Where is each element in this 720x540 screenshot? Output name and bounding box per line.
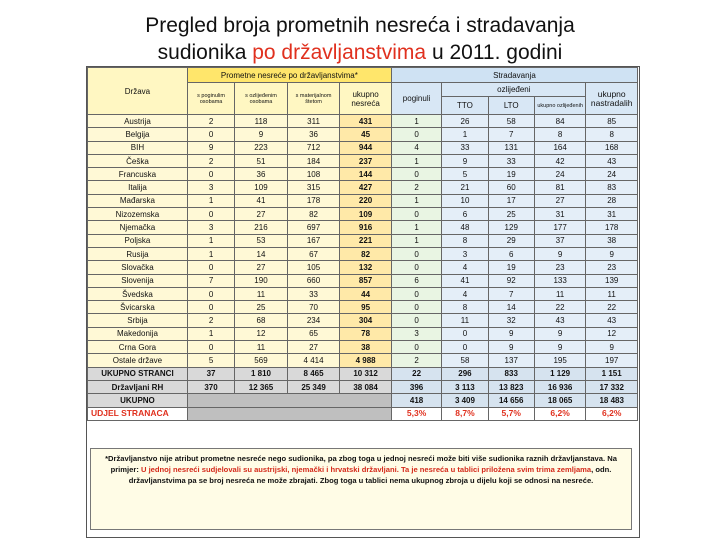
value-cell: 44 [340, 287, 392, 300]
value-cell: 6 [488, 247, 534, 260]
udio-value-cell: 5,7% [488, 407, 534, 420]
value-cell: 45 [340, 128, 392, 141]
value-cell: 60 [488, 181, 534, 194]
value-cell: 51 [235, 154, 288, 167]
value-cell: 22 [534, 301, 586, 314]
total-value-cell: 833 [488, 367, 534, 380]
value-cell: 177 [534, 221, 586, 234]
value-cell: 144 [340, 168, 392, 181]
total-value-cell: 3 409 [442, 394, 488, 407]
value-cell: 315 [287, 181, 340, 194]
value-cell: 31 [586, 208, 638, 221]
value-cell: 23 [586, 261, 638, 274]
value-cell: 1 [391, 234, 441, 247]
value-cell: 82 [340, 247, 392, 260]
total-value-cell: 10 312 [340, 367, 392, 380]
total-value-cell: 37 [187, 367, 234, 380]
value-cell: 36 [287, 128, 340, 141]
value-cell: 37 [534, 234, 586, 247]
value-cell: 22 [586, 301, 638, 314]
value-cell: 164 [534, 141, 586, 154]
value-cell: 3 [187, 221, 234, 234]
header-materijalnom-stetom: s materijalnom štetom [287, 83, 340, 115]
value-cell: 9 [488, 327, 534, 340]
value-cell: 178 [586, 221, 638, 234]
value-cell: 48 [442, 221, 488, 234]
value-cell: 660 [287, 274, 340, 287]
value-cell: 137 [488, 354, 534, 367]
total-value-cell: 14 656 [488, 394, 534, 407]
value-cell: 36 [235, 168, 288, 181]
country-cell: Švedska [88, 287, 188, 300]
table-row [88, 247, 638, 260]
value-cell: 8 [442, 301, 488, 314]
country-cell: Rusija [88, 247, 188, 260]
value-cell: 3 [187, 181, 234, 194]
value-cell: 132 [340, 261, 392, 274]
value-cell: 9 [534, 341, 586, 354]
footnote-example: U jednoj nesreći sudjelovali su austrijski, njemački i hrvatski državljani. Ta je nesreća u tablici priložena svim trima zemljama [140, 465, 592, 474]
value-cell: 43 [534, 314, 586, 327]
table-row [88, 194, 638, 207]
value-cell: 11 [534, 287, 586, 300]
total-row-ukupno [88, 394, 638, 407]
table-row [88, 287, 638, 300]
value-cell: 304 [340, 314, 392, 327]
value-cell: 78 [340, 327, 392, 340]
value-cell: 12 [586, 327, 638, 340]
total-value-cell: 1 810 [235, 367, 288, 380]
value-cell: 9 [488, 341, 534, 354]
value-cell: 197 [586, 354, 638, 367]
udio-value-cell: 6,2% [534, 407, 586, 420]
value-cell: 7 [488, 128, 534, 141]
country-cell: Crna Gora [88, 341, 188, 354]
value-cell: 129 [488, 221, 534, 234]
value-cell: 109 [235, 181, 288, 194]
value-cell: 168 [586, 141, 638, 154]
value-cell: 0 [442, 327, 488, 340]
value-cell: 105 [287, 261, 340, 274]
value-cell: 237 [340, 154, 392, 167]
empty-gray-cell [187, 394, 391, 407]
table-row [88, 274, 638, 287]
value-cell: 11 [235, 287, 288, 300]
value-cell: 83 [586, 181, 638, 194]
value-cell: 133 [534, 274, 586, 287]
footnote [90, 448, 632, 530]
value-cell: 195 [534, 354, 586, 367]
table-row [88, 221, 638, 234]
value-cell: 7 [187, 274, 234, 287]
table-row [88, 314, 638, 327]
header-drzava: Država [88, 68, 188, 115]
value-cell: 58 [488, 115, 534, 128]
value-cell: 0 [187, 341, 234, 354]
value-cell: 14 [488, 301, 534, 314]
value-cell: 0 [391, 128, 441, 141]
value-cell: 431 [340, 115, 392, 128]
header-ozlijedeni: ozlijeđeni [442, 83, 586, 97]
value-cell: 9 [534, 327, 586, 340]
value-cell: 139 [586, 274, 638, 287]
value-cell: 24 [534, 168, 586, 181]
country-cell: Poljska [88, 234, 188, 247]
value-cell: 697 [287, 221, 340, 234]
value-cell: 70 [287, 301, 340, 314]
value-cell: 857 [340, 274, 392, 287]
value-cell: 0 [187, 287, 234, 300]
value-cell: 109 [340, 208, 392, 221]
value-cell: 9 [235, 128, 288, 141]
value-cell: 311 [287, 115, 340, 128]
country-cell: Češka [88, 154, 188, 167]
slide-title [0, 12, 720, 66]
accidents-table [87, 67, 638, 421]
value-cell: 68 [235, 314, 288, 327]
header-band-stradavanja: Stradavanja [391, 68, 637, 83]
value-cell: 4 [442, 261, 488, 274]
value-cell: 32 [488, 314, 534, 327]
value-cell: 0 [391, 168, 441, 181]
value-cell: 944 [340, 141, 392, 154]
header-ozlijedenim-osobama: s ozlijeđenim osobama [235, 83, 288, 115]
value-cell: 38 [340, 341, 392, 354]
country-cell: Srbija [88, 314, 188, 327]
total-value-cell: 17 332 [586, 380, 638, 393]
value-cell: 2 [391, 354, 441, 367]
value-cell: 4 414 [287, 354, 340, 367]
value-cell: 31 [534, 208, 586, 221]
value-cell: 216 [235, 221, 288, 234]
table-row [88, 128, 638, 141]
value-cell: 58 [442, 354, 488, 367]
value-cell: 65 [287, 327, 340, 340]
value-cell: 190 [235, 274, 288, 287]
total-value-cell: 3 113 [442, 380, 488, 393]
total-value-cell: 1 151 [586, 367, 638, 380]
value-cell: 9 [586, 247, 638, 260]
country-cell: Slovenija [88, 274, 188, 287]
table-row [88, 261, 638, 274]
value-cell: 118 [235, 115, 288, 128]
title-line-2-start: sudionika [157, 41, 253, 64]
value-cell: 9 [586, 341, 638, 354]
total-label-cell: UKUPNO [88, 394, 188, 407]
total-value-cell: 8 465 [287, 367, 340, 380]
value-cell: 6 [442, 208, 488, 221]
value-cell: 11 [586, 287, 638, 300]
table-row [88, 234, 638, 247]
value-cell: 2 [391, 181, 441, 194]
value-cell: 1 [391, 115, 441, 128]
value-cell: 1 [187, 327, 234, 340]
value-cell: 8 [534, 128, 586, 141]
title-line-1: Pregled broja prometnih nesreća i stradavanja [145, 14, 575, 37]
value-cell: 41 [442, 274, 488, 287]
value-cell: 234 [287, 314, 340, 327]
udio-label-cell: UDJEL STRANACA [88, 407, 188, 420]
total-value-cell: 1 129 [534, 367, 586, 380]
value-cell: 0 [391, 287, 441, 300]
value-cell: 27 [235, 261, 288, 274]
value-cell: 67 [287, 247, 340, 260]
udio-value-cell: 8,7% [442, 407, 488, 420]
value-cell: 0 [391, 301, 441, 314]
table-row [88, 168, 638, 181]
value-cell: 3 [442, 247, 488, 260]
value-cell: 178 [287, 194, 340, 207]
value-cell: 95 [340, 301, 392, 314]
total-value-cell: 396 [391, 380, 441, 393]
country-cell: Francuska [88, 168, 188, 181]
value-cell: 916 [340, 221, 392, 234]
value-cell: 33 [287, 287, 340, 300]
value-cell: 9 [187, 141, 234, 154]
total-value-cell: 18 483 [586, 394, 638, 407]
total-value-cell: 22 [391, 367, 441, 380]
header-ukupno-nastradalih: ukupno nastradalih [586, 83, 638, 115]
statistics-sheet [86, 66, 640, 538]
value-cell: 0 [391, 261, 441, 274]
country-cell: Nizozemska [88, 208, 188, 221]
value-cell: 7 [488, 287, 534, 300]
value-cell: 220 [340, 194, 392, 207]
value-cell: 9 [534, 247, 586, 260]
value-cell: 0 [187, 128, 234, 141]
table-row [88, 115, 638, 128]
header-lto: LTO [488, 97, 534, 115]
value-cell: 427 [340, 181, 392, 194]
value-cell: 29 [488, 234, 534, 247]
value-cell: 33 [488, 154, 534, 167]
value-cell: 131 [488, 141, 534, 154]
value-cell: 11 [235, 341, 288, 354]
value-cell: 5 [442, 168, 488, 181]
empty-gray-cell [187, 407, 391, 420]
value-cell: 2 [187, 314, 234, 327]
total-value-cell: 13 823 [488, 380, 534, 393]
value-cell: 27 [287, 341, 340, 354]
value-cell: 223 [235, 141, 288, 154]
value-cell: 8 [586, 128, 638, 141]
total-value-cell: 418 [391, 394, 441, 407]
value-cell: 1 [391, 194, 441, 207]
value-cell: 21 [442, 181, 488, 194]
total-value-cell: 296 [442, 367, 488, 380]
title-highlight: po državljanstvima [252, 41, 427, 64]
country-cell: Ostale države [88, 354, 188, 367]
value-cell: 8 [442, 234, 488, 247]
value-cell: 1 [391, 221, 441, 234]
value-cell: 27 [534, 194, 586, 207]
value-cell: 85 [586, 115, 638, 128]
value-cell: 167 [287, 234, 340, 247]
country-cell: Mađarska [88, 194, 188, 207]
value-cell: 43 [586, 154, 638, 167]
country-cell: Italija [88, 181, 188, 194]
table-row [88, 341, 638, 354]
country-cell: Belgija [88, 128, 188, 141]
value-cell: 23 [534, 261, 586, 274]
value-cell: 2 [187, 154, 234, 167]
value-cell: 6 [391, 274, 441, 287]
total-value-cell: 16 936 [534, 380, 586, 393]
value-cell: 9 [442, 154, 488, 167]
table-row [88, 327, 638, 340]
value-cell: 0 [187, 261, 234, 274]
value-cell: 38 [586, 234, 638, 247]
footnote-text-1: *Državljanstvo nije atribut prometne nesreće nego sudionika, pa zbog toga u jednoj nesreći može biti više sudionika raznih državljanstava. Na primjer: [105, 454, 617, 474]
value-cell: 712 [287, 141, 340, 154]
footnote-text-2: , odn. državljanstvima pa se broj nesreća ne može zbrajati. Zbog toga u tablici nema ukupnog zbroja u dijelu koji se odnosi na nesreće. [128, 465, 612, 485]
title-line-2-end: u 2011. godini [426, 41, 563, 64]
header-poginulim-osobama: s poginulim osobama [187, 83, 234, 115]
value-cell: 0 [391, 208, 441, 221]
value-cell: 4 [391, 141, 441, 154]
udio-row [88, 407, 638, 420]
value-cell: 33 [442, 141, 488, 154]
table-row [88, 154, 638, 167]
value-cell: 0 [391, 247, 441, 260]
value-cell: 221 [340, 234, 392, 247]
value-cell: 3 [391, 327, 441, 340]
value-cell: 19 [488, 168, 534, 181]
value-cell: 42 [534, 154, 586, 167]
country-cell: BIH [88, 141, 188, 154]
country-cell: Makedonija [88, 327, 188, 340]
total-value-cell: 370 [187, 380, 234, 393]
table-row [88, 141, 638, 154]
value-cell: 1 [391, 154, 441, 167]
table-row [88, 181, 638, 194]
total-label-cell: Državljani RH [88, 380, 188, 393]
country-cell: Austrija [88, 115, 188, 128]
total-row-total-stranci [88, 367, 638, 380]
total-value-cell: 38 084 [340, 380, 392, 393]
header-tto: TTO [442, 97, 488, 115]
value-cell: 24 [586, 168, 638, 181]
table-row [88, 354, 638, 367]
value-cell: 0 [391, 314, 441, 327]
title-line-2 [0, 39, 720, 66]
header-ukupno-nesreca: ukupno nesreća [340, 83, 392, 115]
country-cell: Švicarska [88, 301, 188, 314]
value-cell: 53 [235, 234, 288, 247]
total-label-cell: UKUPNO STRANCI [88, 367, 188, 380]
total-value-cell: 12 365 [235, 380, 288, 393]
value-cell: 26 [442, 115, 488, 128]
value-cell: 10 [442, 194, 488, 207]
country-cell: Slovačka [88, 261, 188, 274]
udio-value-cell: 5,3% [391, 407, 441, 420]
table-body [88, 115, 638, 421]
table-row [88, 208, 638, 221]
total-value-cell: 18 065 [534, 394, 586, 407]
value-cell: 82 [287, 208, 340, 221]
value-cell: 14 [235, 247, 288, 260]
udio-value-cell: 6,2% [586, 407, 638, 420]
value-cell: 4 [442, 287, 488, 300]
value-cell: 17 [488, 194, 534, 207]
value-cell: 0 [187, 301, 234, 314]
header-band-nesrece: Prometne nesreće po državljanstvima* [187, 68, 391, 83]
value-cell: 12 [235, 327, 288, 340]
value-cell: 41 [235, 194, 288, 207]
total-row-total-rh [88, 380, 638, 393]
value-cell: 1 [442, 128, 488, 141]
value-cell: 25 [488, 208, 534, 221]
value-cell: 2 [187, 115, 234, 128]
value-cell: 0 [187, 208, 234, 221]
value-cell: 92 [488, 274, 534, 287]
value-cell: 4 988 [340, 354, 392, 367]
table-row [88, 301, 638, 314]
value-cell: 569 [235, 354, 288, 367]
value-cell: 0 [442, 341, 488, 354]
value-cell: 1 [187, 234, 234, 247]
value-cell: 5 [187, 354, 234, 367]
value-cell: 108 [287, 168, 340, 181]
value-cell: 19 [488, 261, 534, 274]
value-cell: 11 [442, 314, 488, 327]
value-cell: 43 [586, 314, 638, 327]
value-cell: 25 [235, 301, 288, 314]
value-cell: 184 [287, 154, 340, 167]
value-cell: 28 [586, 194, 638, 207]
value-cell: 84 [534, 115, 586, 128]
value-cell: 1 [187, 194, 234, 207]
header-ukupno-ozlijedenih: ukupno ozlijeđenih [534, 97, 586, 115]
value-cell: 0 [391, 341, 441, 354]
value-cell: 27 [235, 208, 288, 221]
value-cell: 1 [187, 247, 234, 260]
value-cell: 0 [187, 168, 234, 181]
total-value-cell: 25 349 [287, 380, 340, 393]
value-cell: 81 [534, 181, 586, 194]
header-poginuli: poginuli [391, 83, 441, 115]
country-cell: Njemačka [88, 221, 188, 234]
